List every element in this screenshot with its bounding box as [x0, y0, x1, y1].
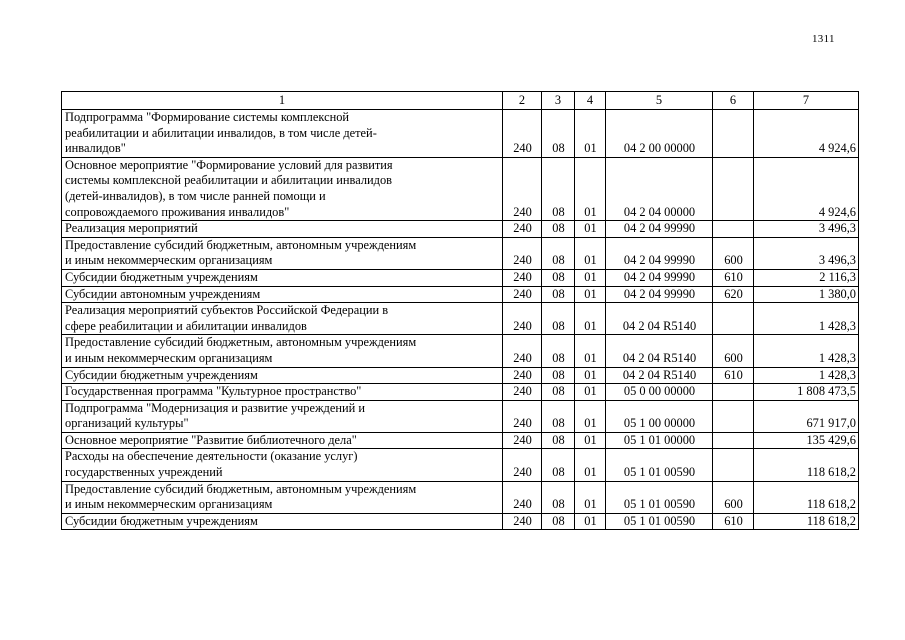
row-expense-type: 600	[713, 237, 754, 269]
row-section: 08	[542, 449, 575, 481]
page-number: 1311	[812, 33, 835, 45]
row-name: Подпрограмма "Модернизация и развитие учреждений и организаций культуры"	[62, 400, 503, 432]
row-amount: 2 116,3	[754, 269, 859, 286]
row-name: Основное мероприятие "Развитие библиотечного дела"	[62, 432, 503, 449]
row-code-2: 240	[503, 286, 542, 303]
row-target-article: 04 2 04 R5140	[606, 303, 713, 335]
table-row	[62, 221, 859, 238]
row-name: Субсидии бюджетным учреждениям	[62, 269, 503, 286]
row-expense-type: 600	[713, 481, 754, 513]
row-expense-type: 620	[713, 286, 754, 303]
row-section: 08	[542, 221, 575, 238]
table-row	[62, 269, 859, 286]
row-amount: 1 428,3	[754, 335, 859, 367]
row-section: 08	[542, 335, 575, 367]
row-name: Предоставление субсидий бюджетным, автономным учреждениям и иным некоммерческим организациям	[62, 481, 503, 513]
row-amount: 671 917,0	[754, 400, 859, 432]
row-expense-type: 610	[713, 269, 754, 286]
column-number-header-row	[62, 92, 859, 110]
column-header-4: 4	[575, 92, 606, 110]
row-subsection: 01	[575, 400, 606, 432]
row-expense-type	[713, 221, 754, 238]
column-header-7: 7	[754, 92, 859, 110]
row-amount: 4 924,6	[754, 110, 859, 158]
row-subsection: 01	[575, 449, 606, 481]
table-row	[62, 432, 859, 449]
row-subsection: 01	[575, 335, 606, 367]
row-expense-type	[713, 432, 754, 449]
budget-table	[61, 91, 859, 530]
row-name: Подпрограмма "Формирование системы комплексной реабилитации и абилитации инвалидов, в том числе детей- инвалидов"	[62, 110, 503, 158]
row-subsection: 01	[575, 110, 606, 158]
row-amount: 1 808 473,5	[754, 384, 859, 401]
row-expense-type	[713, 449, 754, 481]
row-amount: 118 618,2	[754, 513, 859, 530]
row-target-article: 04 2 00 00000	[606, 110, 713, 158]
row-target-article: 04 2 04 R5140	[606, 367, 713, 384]
row-code-2: 240	[503, 237, 542, 269]
row-section: 08	[542, 303, 575, 335]
row-target-article: 04 2 04 00000	[606, 157, 713, 220]
row-target-article: 04 2 04 99990	[606, 237, 713, 269]
row-subsection: 01	[575, 269, 606, 286]
row-subsection: 01	[575, 303, 606, 335]
row-subsection: 01	[575, 237, 606, 269]
row-expense-type	[713, 384, 754, 401]
row-code-2: 240	[503, 221, 542, 238]
row-name: Субсидии бюджетным учреждениям	[62, 367, 503, 384]
row-expense-type	[713, 400, 754, 432]
column-header-1: 1	[62, 92, 503, 110]
row-target-article: 04 2 04 99990	[606, 221, 713, 238]
row-expense-type	[713, 303, 754, 335]
row-code-2: 240	[503, 481, 542, 513]
row-code-2: 240	[503, 157, 542, 220]
row-section: 08	[542, 157, 575, 220]
row-amount: 118 618,2	[754, 481, 859, 513]
row-name: Субсидии автономным учреждениям	[62, 286, 503, 303]
row-expense-type: 610	[713, 513, 754, 530]
row-target-article: 05 1 00 00000	[606, 400, 713, 432]
row-target-article: 05 0 00 00000	[606, 384, 713, 401]
row-section: 08	[542, 367, 575, 384]
row-expense-type: 600	[713, 335, 754, 367]
row-amount: 4 924,6	[754, 157, 859, 220]
row-target-article: 04 2 04 R5140	[606, 335, 713, 367]
row-name: Основное мероприятие "Формирование условий для развития системы комплексной реабилитации и абилитации инвалидов (детей-инвалидов), в том числе ранней помощи и сопровождаемого проживания инвалидов"	[62, 157, 503, 220]
row-expense-type	[713, 110, 754, 158]
table-row	[62, 384, 859, 401]
row-amount: 1 380,0	[754, 286, 859, 303]
row-code-2: 240	[503, 269, 542, 286]
row-amount: 118 618,2	[754, 449, 859, 481]
column-header-2: 2	[503, 92, 542, 110]
row-expense-type	[713, 157, 754, 220]
row-code-2: 240	[503, 432, 542, 449]
row-code-2: 240	[503, 513, 542, 530]
row-section: 08	[542, 110, 575, 158]
row-amount: 1 428,3	[754, 367, 859, 384]
row-code-2: 240	[503, 449, 542, 481]
row-section: 08	[542, 237, 575, 269]
row-subsection: 01	[575, 384, 606, 401]
row-amount: 135 429,6	[754, 432, 859, 449]
row-subsection: 01	[575, 157, 606, 220]
row-subsection: 01	[575, 432, 606, 449]
row-amount: 3 496,3	[754, 221, 859, 238]
row-name: Предоставление субсидий бюджетным, автономным учреждениям и иным некоммерческим организациям	[62, 335, 503, 367]
row-expense-type: 610	[713, 367, 754, 384]
row-section: 08	[542, 400, 575, 432]
row-name: Расходы на обеспечение деятельности (оказание услуг) государственных учреждений	[62, 449, 503, 481]
row-code-2: 240	[503, 367, 542, 384]
column-header-5: 5	[606, 92, 713, 110]
column-header-3: 3	[542, 92, 575, 110]
row-code-2: 240	[503, 335, 542, 367]
row-name: Субсидии бюджетным учреждениям	[62, 513, 503, 530]
table-row	[62, 237, 859, 269]
row-subsection: 01	[575, 286, 606, 303]
row-target-article: 05 1 01 00590	[606, 513, 713, 530]
row-code-2: 240	[503, 303, 542, 335]
table-row	[62, 303, 859, 335]
row-code-2: 240	[503, 384, 542, 401]
row-amount: 1 428,3	[754, 303, 859, 335]
table-row	[62, 513, 859, 530]
row-section: 08	[542, 513, 575, 530]
row-section: 08	[542, 286, 575, 303]
row-name: Государственная программа "Культурное пространство"	[62, 384, 503, 401]
table-row	[62, 286, 859, 303]
table-row	[62, 110, 859, 158]
row-subsection: 01	[575, 481, 606, 513]
table-row	[62, 400, 859, 432]
row-target-article: 04 2 04 99990	[606, 286, 713, 303]
row-section: 08	[542, 269, 575, 286]
row-name: Реализация мероприятий	[62, 221, 503, 238]
row-target-article: 04 2 04 99990	[606, 269, 713, 286]
table-row	[62, 367, 859, 384]
row-target-article: 05 1 01 00590	[606, 449, 713, 481]
table-row	[62, 481, 859, 513]
table-row	[62, 157, 859, 220]
table-row	[62, 335, 859, 367]
table-body	[62, 110, 859, 530]
row-section: 08	[542, 432, 575, 449]
column-header-6: 6	[713, 92, 754, 110]
table-row	[62, 449, 859, 481]
row-name: Реализация мероприятий субъектов Российской Федерации в сфере реабилитации и абилитации инвалидов	[62, 303, 503, 335]
row-section: 08	[542, 481, 575, 513]
row-subsection: 01	[575, 367, 606, 384]
row-code-2: 240	[503, 110, 542, 158]
row-section: 08	[542, 384, 575, 401]
row-name: Предоставление субсидий бюджетным, автономным учреждениям и иным некоммерческим организациям	[62, 237, 503, 269]
row-subsection: 01	[575, 221, 606, 238]
row-amount: 3 496,3	[754, 237, 859, 269]
row-target-article: 05 1 01 00590	[606, 481, 713, 513]
row-subsection: 01	[575, 513, 606, 530]
row-code-2: 240	[503, 400, 542, 432]
row-target-article: 05 1 01 00000	[606, 432, 713, 449]
